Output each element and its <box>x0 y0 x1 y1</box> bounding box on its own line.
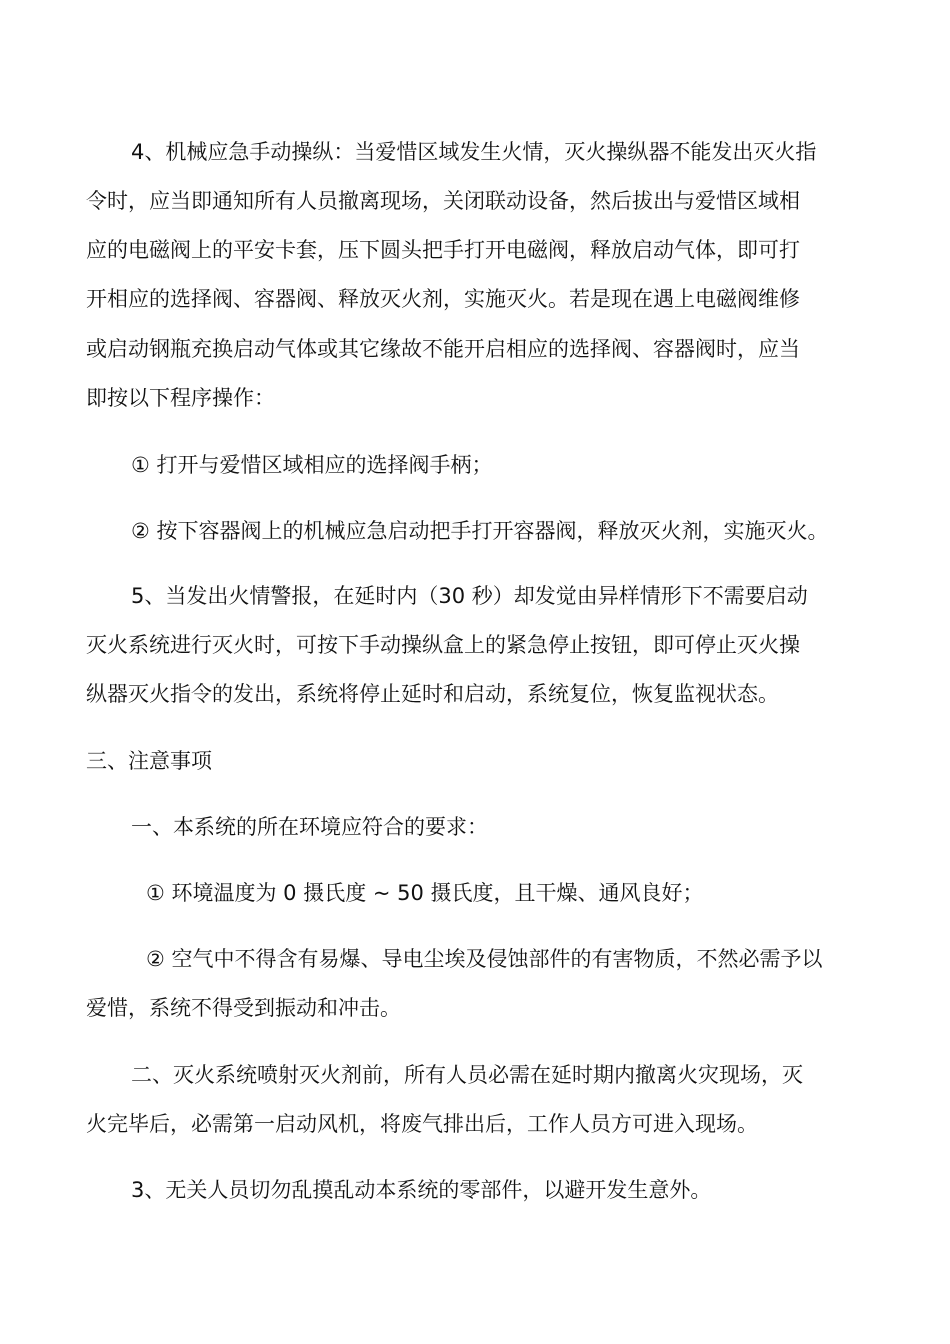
requirement-2-line-2: 爱惜，系统不得受到振动和冲击。 <box>86 996 401 1020</box>
para-5-line-1: 5、当发出火情警报，在延时内（30 秒）却发觉由异样情形下不需要启动 <box>131 584 808 608</box>
item-three-line: 3、无关人员切勿乱摸乱动本系统的零部件，以避开发生意外。 <box>131 1178 712 1202</box>
para-4-line-4: 开相应的选择阀、容器阀、释放灭火剂，实施灭火。若是现在遇上电磁阀维修 <box>86 287 800 311</box>
requirement-2-line-1: ② 空气中不得含有易爆、导电尘埃及侵蚀部件的有害物质，不然必需予以 <box>146 947 823 971</box>
item-two-line-2: 火完毕后，必需第一启动风机，将废气排出后，工作人员方可进入现场。 <box>86 1112 758 1136</box>
step-2-line: ② 按下容器阀上的机械应急启动把手打开容器阀，释放灭火剂，实施灭火。 <box>131 519 829 543</box>
para-4-line-2: 令时，应当即通知所有人员撤离现场，关闭联动设备，然后拔出与爱惜区域相 <box>86 189 800 213</box>
para-5-line-3: 纵器灭火指令的发出，系统将停止延时和启动，系统复位，恢复监视状态。 <box>86 682 779 706</box>
para-5-line-2: 灭火系统进行灭火时，可按下手动操纵盒上的紧急停止按钮，即可停止灭火操 <box>86 633 800 657</box>
para-4-line-6: 即按以下程序操作： <box>86 386 275 410</box>
para-4-line-5: 或启动钢瓶充换启动气体或其它缘故不能开启相应的选择阀、容器阀时，应当 <box>86 337 800 361</box>
step-1-line: ① 打开与爱惜区域相应的选择阀手柄； <box>131 453 493 477</box>
para-4-line-1: 4、机械应急手动操纵：当爱惜区域发生火情，灭火操纵器不能发出灭火指 <box>131 140 817 164</box>
para-4-line-3: 应的电磁阀上的平安卡套，压下圆头把手打开电磁阀，释放启动气体，即可打 <box>86 238 800 262</box>
section-heading: 三、注意事项 <box>86 749 212 773</box>
requirement-intro: 一、本系统的所在环境应符合的要求： <box>131 815 488 839</box>
item-two-line-1: 二、灭火系统喷射灭火剂前，所有人员必需在延时期内撤离火灾现场，灭 <box>131 1063 803 1087</box>
requirement-1: ① 环境温度为 0 摄氏度 ~ 50 摄氏度，且干燥、通风良好； <box>146 881 704 905</box>
